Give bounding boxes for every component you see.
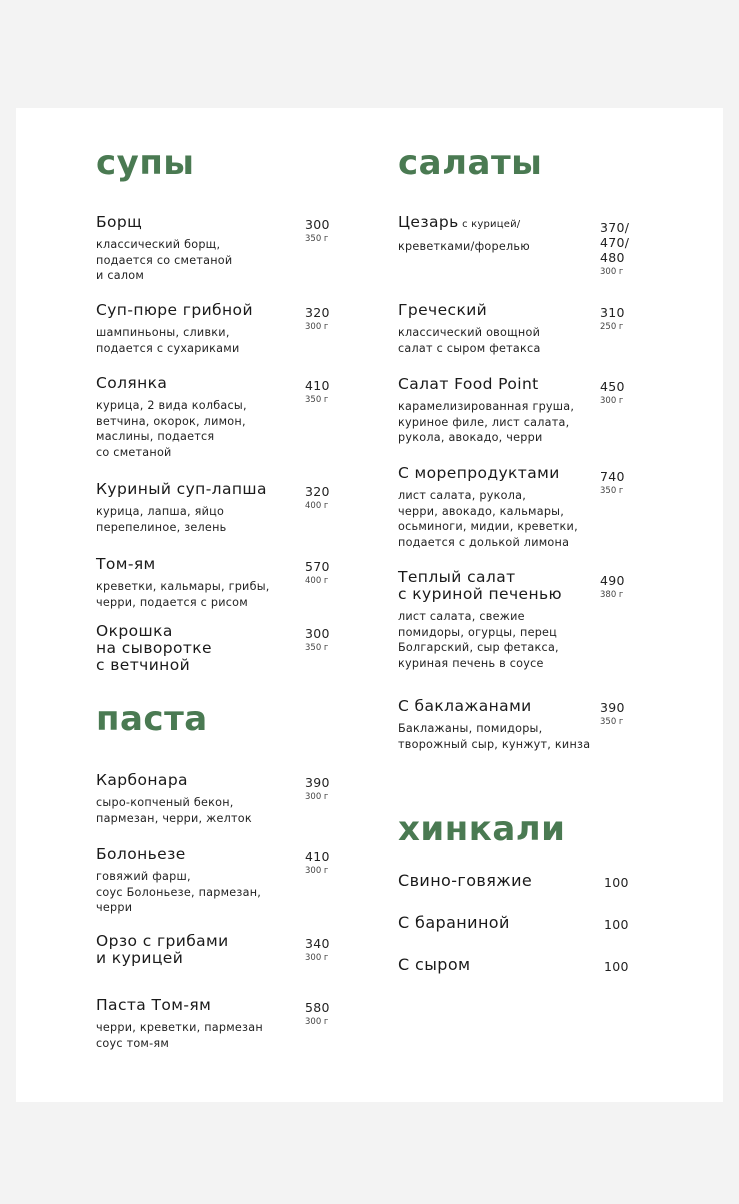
item-name: Карбонара	[96, 771, 188, 789]
item-price: 100	[604, 875, 629, 890]
item-weight: 350 г	[600, 717, 624, 727]
menu-item	[96, 623, 326, 674]
item-price: 340	[305, 936, 330, 951]
item-price-box	[604, 917, 629, 932]
menu-item	[96, 772, 326, 826]
item-weight: 400 г	[305, 576, 329, 586]
menu-item	[96, 846, 326, 916]
menu-item	[96, 997, 326, 1051]
item-description: курица, 2 вида колбасы, ветчина, окорок, лимон, маслины, подается со сметаной	[96, 399, 247, 459]
item-description: креветками/форелью	[398, 240, 530, 253]
menu-item	[96, 375, 326, 460]
item-weight: 300 г	[305, 792, 329, 802]
item-name: С бараниной	[398, 913, 510, 932]
item-price-box	[600, 305, 625, 333]
menu-item	[96, 933, 326, 967]
item-description: сыро-копченый бекон, пармезан, черри, желток	[96, 796, 252, 825]
item-price-box	[305, 626, 330, 654]
item-price-box	[604, 959, 629, 974]
menu-item	[96, 556, 326, 610]
item-description: креветки, кальмары, грибы, черри, подается с рисом	[96, 580, 270, 609]
item-price-box	[305, 305, 330, 333]
item-name: Солянка	[96, 374, 168, 392]
item-description: говяжий фарш, соус Болоньезе, пармезан, черри	[96, 870, 262, 914]
item-price: 320	[305, 484, 330, 499]
item-price: 490	[600, 573, 625, 588]
item-price-box	[305, 484, 330, 512]
item-description: лист салата, свежие помидоры, огурцы, перец Болгарский, сыр фетакса, куриная печень в соусе	[398, 610, 559, 670]
item-weight: 350 г	[600, 486, 624, 496]
item-price: 410	[305, 378, 330, 393]
item-price: 370/ 470/ 480	[600, 220, 630, 265]
item-price: 300	[305, 217, 330, 232]
item-weight: 300 г	[600, 396, 624, 406]
item-price: 320	[305, 305, 330, 320]
item-name: С баклажанами	[398, 697, 532, 715]
menu-item	[398, 569, 608, 671]
item-name: Салат Food Point	[398, 375, 539, 393]
item-weight: 250 г	[600, 322, 624, 332]
menu-item	[398, 465, 608, 550]
item-price-box	[305, 936, 330, 964]
item-description: черри, креветки, пармезан соус том-ям	[96, 1021, 263, 1050]
menu-item	[398, 872, 598, 889]
item-price-box	[600, 469, 625, 497]
item-price-box	[600, 220, 629, 278]
item-price: 310	[600, 305, 625, 320]
item-price-box	[305, 378, 330, 406]
menu-item	[96, 214, 326, 284]
pasta-section-title: паста	[96, 699, 208, 739]
item-price-box	[305, 849, 330, 877]
item-note: с курицей/	[458, 219, 521, 230]
item-name: Цезарь с курицей/	[398, 213, 521, 231]
menu-item	[398, 214, 608, 255]
item-price: 100	[604, 917, 629, 932]
item-price-box	[305, 559, 330, 587]
item-price: 410	[305, 849, 330, 864]
item-name: Окрошка на сыворотке с ветчиной	[96, 622, 212, 674]
item-description: карамелизированная груша, куриное филе, лист салата, рукола, авокадо, черри	[398, 400, 575, 444]
item-name: Свино-говяжие	[398, 871, 533, 890]
item-description: классический борщ, подается со сметаной и салом	[96, 238, 233, 282]
item-description: курица, лапша, яйцо перепелиное, зелень	[96, 505, 227, 534]
item-weight: 300 г	[600, 267, 624, 277]
item-price: 450	[600, 379, 625, 394]
item-name: Орзо с грибами и курицей	[96, 932, 229, 967]
item-weight: 400 г	[305, 501, 329, 511]
item-name: Греческий	[398, 301, 488, 319]
item-weight: 350 г	[305, 643, 329, 653]
item-name: Паста Том-ям	[96, 996, 212, 1014]
item-price-box	[305, 217, 330, 245]
item-description: лист салата, рукола, черри, авокадо, кальмары, осьминоги, мидии, креветки, подается с долькой лимона	[398, 489, 578, 549]
item-weight: 300 г	[305, 322, 329, 332]
item-name: Том-ям	[96, 555, 156, 573]
item-name: Болоньезе	[96, 845, 186, 863]
soups-section-title: супы	[96, 143, 195, 183]
item-price-box	[600, 573, 625, 601]
item-price: 580	[305, 1000, 330, 1015]
item-price: 740	[600, 469, 625, 484]
item-weight: 300 г	[305, 953, 329, 963]
menu-item	[398, 956, 598, 973]
item-description: шампиньоны, сливки, подается с сухариками	[96, 326, 240, 355]
item-name: С морепродуктами	[398, 464, 560, 482]
khinkali-section-title: хинкали	[398, 809, 566, 849]
menu-item	[398, 698, 608, 752]
menu-item	[398, 302, 608, 356]
item-price-box	[600, 700, 625, 728]
item-price: 390	[305, 775, 330, 790]
item-name: Суп-пюре грибной	[96, 301, 253, 319]
item-name: Куриный суп-лапша	[96, 480, 267, 498]
item-weight: 300 г	[305, 1017, 329, 1027]
item-weight: 350 г	[305, 234, 329, 244]
item-weight: 350 г	[305, 395, 329, 405]
item-weight: 300 г	[305, 866, 329, 876]
item-price: 570	[305, 559, 330, 574]
item-price-box	[600, 379, 625, 407]
item-name: Теплый салат с куриной печенью	[398, 568, 562, 603]
menu-item	[398, 376, 608, 446]
item-weight: 380 г	[600, 590, 624, 600]
item-description: классический овощной салат с сыром фетакса	[398, 326, 541, 355]
item-price: 390	[600, 700, 625, 715]
menu-item	[398, 914, 598, 931]
salads-section-title: салаты	[398, 143, 543, 183]
menu-item	[96, 302, 326, 356]
menu-item	[96, 481, 326, 535]
item-price: 300	[305, 626, 330, 641]
item-description: Баклажаны, помидоры, творожный сыр, кунжут, кинза	[398, 722, 591, 751]
item-name: С сыром	[398, 955, 471, 974]
item-price-box	[305, 1000, 330, 1028]
item-price-box	[604, 875, 629, 890]
item-price-box	[305, 775, 330, 803]
item-name: Борщ	[96, 213, 143, 231]
item-price: 100	[604, 959, 629, 974]
menu-page	[16, 108, 723, 1102]
